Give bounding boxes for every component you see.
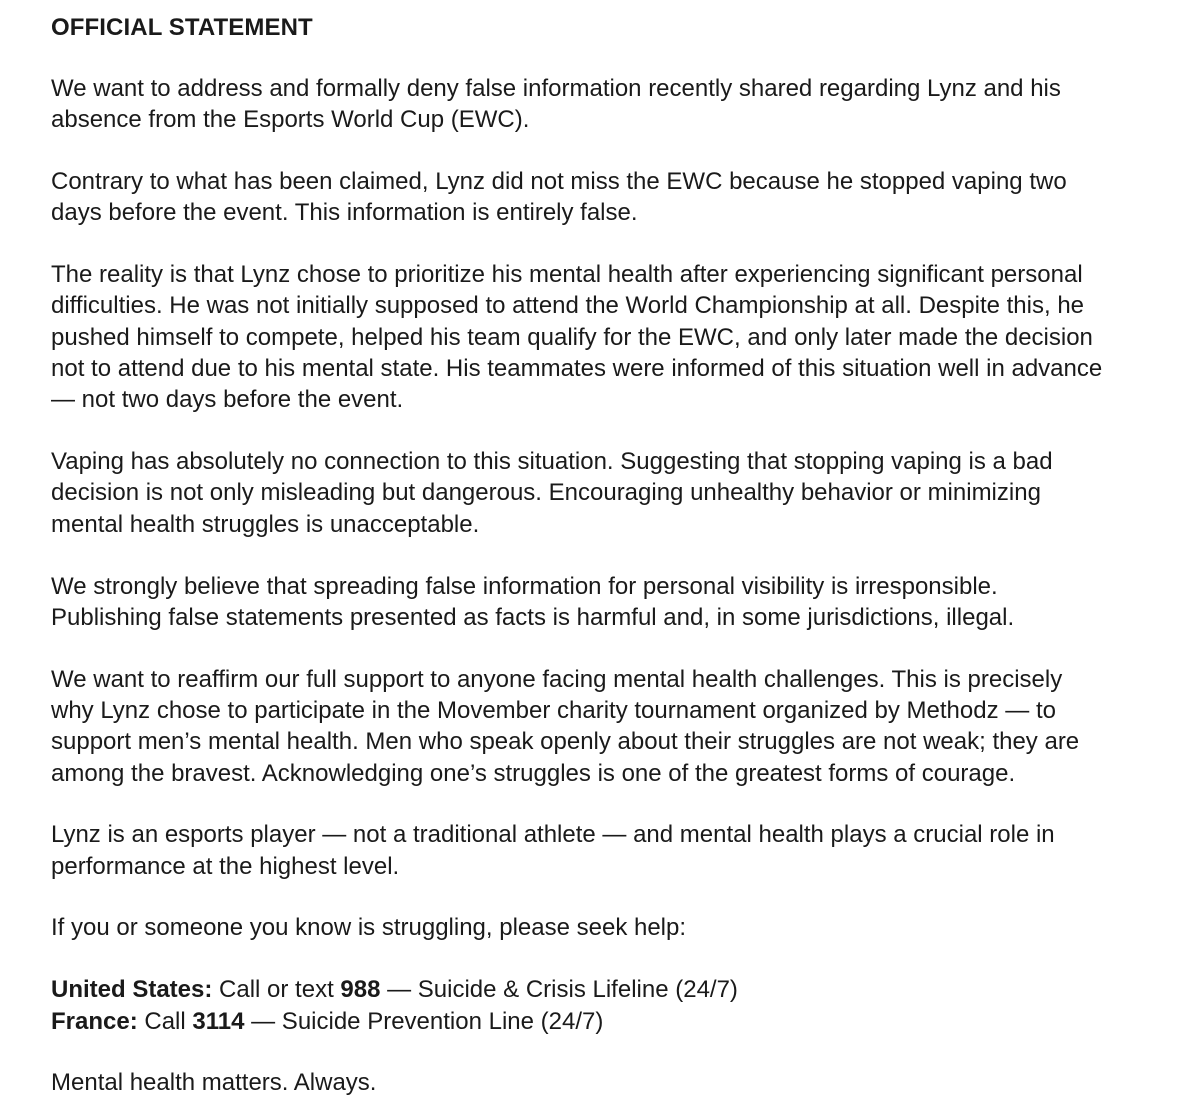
text-line: Contrary to what has been claimed, Lynz did not miss the EWC because he stopped vaping two — [51, 168, 1067, 196]
hotline-country: France: — [51, 1007, 138, 1035]
text-line: decision is not only misleading but dangerous. Encouraging unhealthy behavior or minimizing — [51, 479, 1041, 507]
text-line: among the bravest. Acknowledging one’s struggles is one of the greatest forms of courage. — [51, 759, 1016, 787]
paragraph-support — [51, 664, 1190, 789]
hotline-france — [51, 1006, 1190, 1037]
hotline-action: Call or text — [212, 976, 341, 1004]
text-line: If you or someone you know is struggling, please seek help: — [51, 914, 687, 942]
hotline-description: — Suicide & Crisis Lifeline (24/7) — [380, 976, 738, 1004]
text-line: why Lynz chose to participate in the Movember charity tournament organized by Methodz — to — [51, 696, 1056, 724]
text-line: absence from the Esports World Cup (EWC). — [51, 106, 530, 134]
paragraph-denial — [51, 166, 1190, 229]
paragraph-vaping — [51, 446, 1190, 540]
paragraph-misinformation — [51, 571, 1190, 634]
hotline-number: 3114 — [192, 1007, 245, 1035]
text-line: days before the event. This information is entirely false. — [51, 199, 638, 227]
text-line: We strongly believe that spreading false information for personal visibility is irresponsible. — [51, 572, 998, 600]
text-line: difficulties. He was not initially supposed to attend the World Championship at all. Despite this, he — [51, 292, 1085, 320]
hotline-country: United States: — [51, 976, 213, 1004]
text-line: We want to reaffirm our full support to anyone facing mental health challenges. This is precisely — [51, 665, 1063, 693]
text-line: pushed himself to compete, helped his team qualify for the EWC, and only later made the decision — [51, 323, 1093, 351]
document-title: OFFICIAL STATEMENT — [51, 14, 313, 41]
hotline-list — [51, 974, 1190, 1037]
hotline-united-states — [51, 974, 1190, 1005]
text-line: performance at the highest level. — [51, 852, 400, 880]
text-line: Lynz is an esports player — not a traditional athlete — and mental health plays a crucial role in — [51, 821, 1055, 849]
text-line: not to attend due to his mental state. His teammates were informed of this situation well in advance — [51, 355, 1103, 383]
hotline-description: — Suicide Prevention Line (24/7) — [244, 1007, 604, 1035]
paragraph-esports — [51, 819, 1190, 882]
text-line: support men’s mental health. Men who speak openly about their struggles are not weak; they are — [51, 728, 1080, 756]
text-line: The reality is that Lynz chose to prioritize his mental health after experiencing significant personal — [51, 261, 1083, 289]
text-line: Vaping has absolutely no connection to this situation. Suggesting that stopping vaping is a bad — [51, 448, 1053, 476]
paragraph-intro — [51, 73, 1190, 136]
hotline-action: Call — [137, 1007, 193, 1035]
hotline-number: 988 — [340, 976, 381, 1004]
paragraph-reality — [51, 259, 1190, 415]
text-line: We want to address and formally deny false information recently shared regarding Lynz and his — [51, 75, 1061, 102]
text-line: Publishing false statements presented as facts is harmful and, in some jurisdictions, illegal. — [51, 603, 1015, 631]
text-line: — not two days before the event. — [51, 386, 404, 414]
paragraph-seek-help — [51, 912, 1190, 943]
text-line: mental health struggles is unacceptable. — [51, 510, 480, 538]
closing-line: Mental health matters. Always. — [51, 1069, 377, 1097]
